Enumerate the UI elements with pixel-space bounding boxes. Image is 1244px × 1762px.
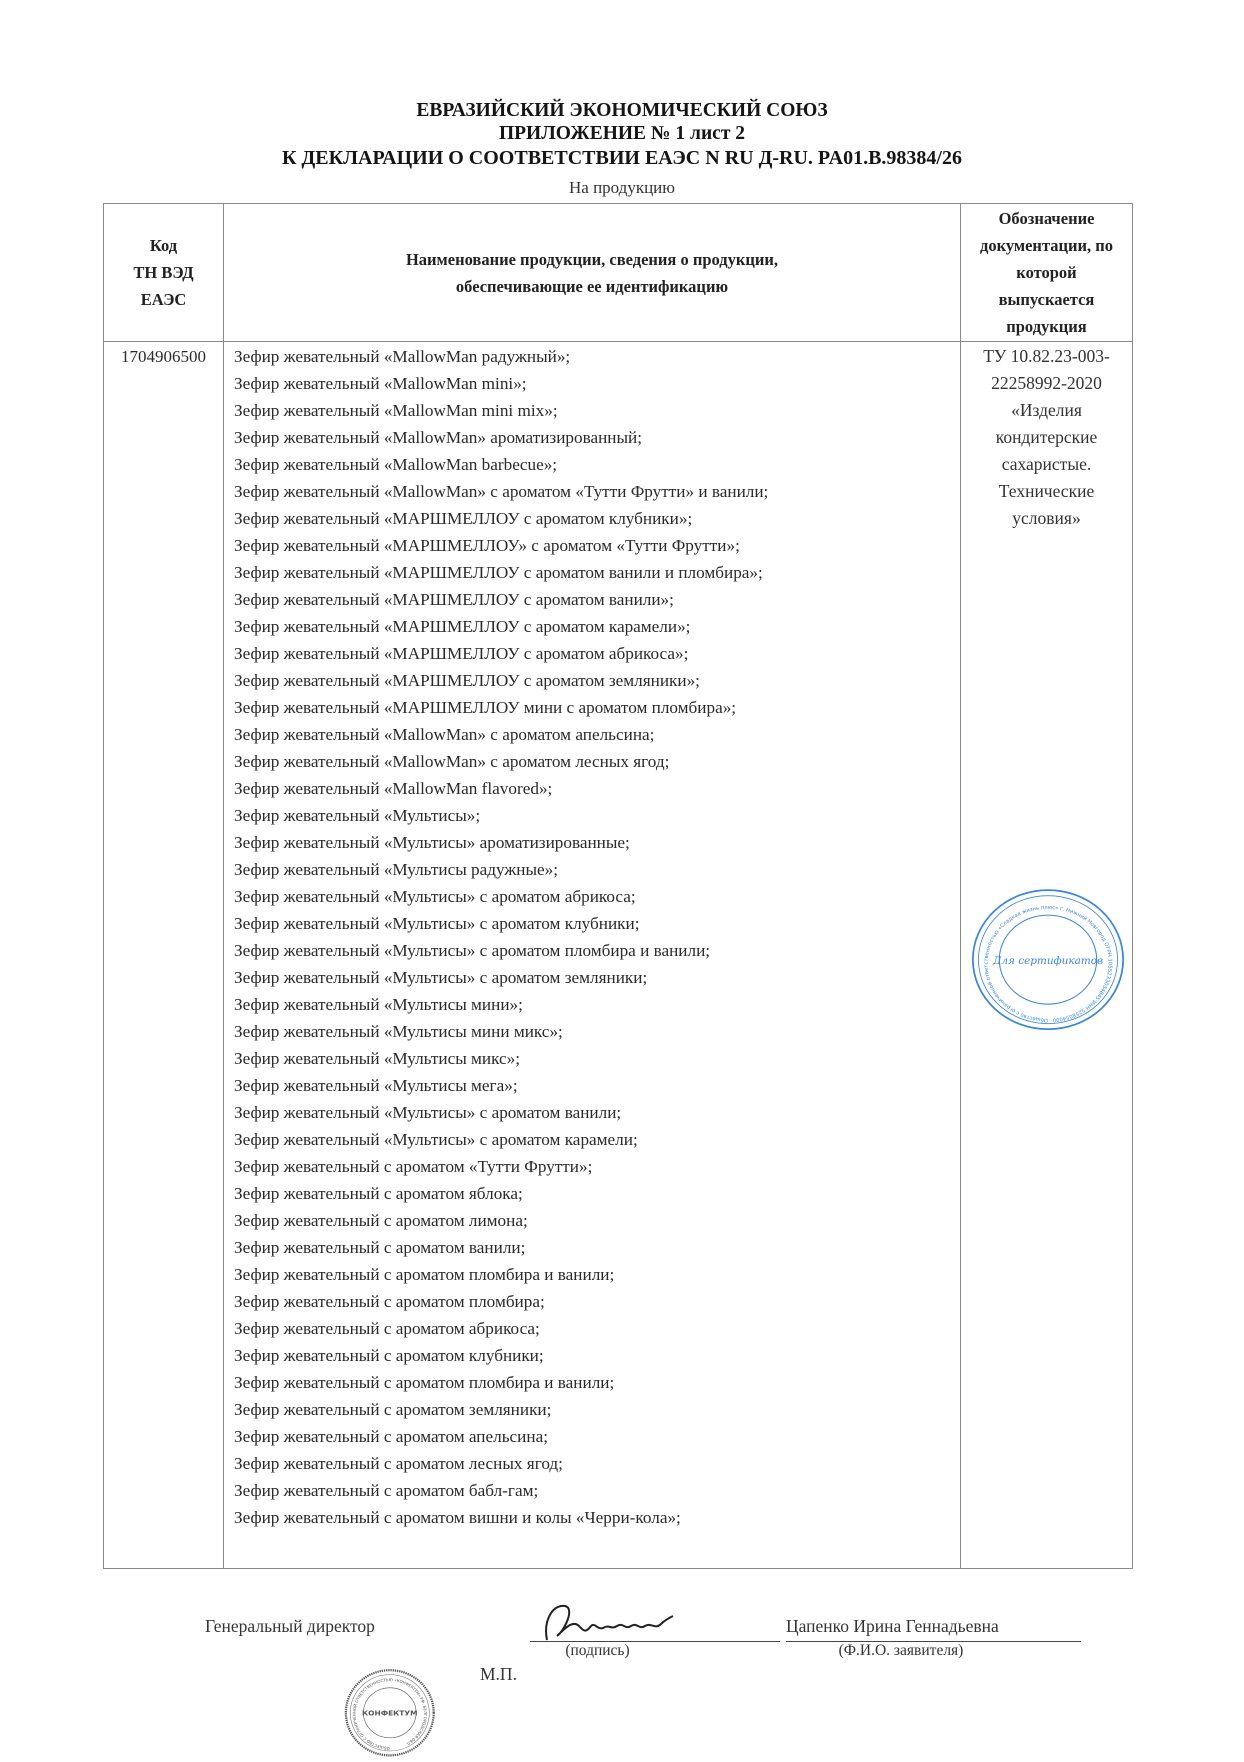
name-caption: (Ф.И.О. заявителя): [838, 1642, 964, 1659]
column-header-name: [224, 204, 961, 342]
product-item: Зефир жевательный «Мультисы» с ароматом клубники;: [234, 914, 640, 933]
column-header-name-text: Наименование продукции, сведения о продукции, обеспечивающие ее идентификацию: [405, 249, 779, 296]
company-stamp-right: [968, 880, 1128, 1040]
signer-role: Генеральный директор: [205, 1616, 375, 1636]
product-item: Зефир жевательный «МАРШМЕЛЛОУ» с ароматом «Тутти Фрутти»;: [234, 536, 740, 555]
code-cell: [104, 342, 224, 1569]
items-cell: [224, 342, 961, 1569]
column-header-documentation-text: Обозначение документации, по которой выпускается продукция: [979, 209, 1114, 336]
product-item: Зефир жевательный «Мультисы» с ароматом карамели;: [234, 1130, 638, 1149]
product-item: Зефир жевательный «МАРШМЕЛЛОУ с ароматом ванили и пломбира»;: [234, 563, 763, 582]
product-item: Зефир жевательный «MallowMan barbecue»;: [234, 455, 558, 474]
product-item: Зефир жевательный с ароматом ванили;: [234, 1238, 526, 1257]
product-item: Зефир жевательный с ароматом пломбира и ванили;: [234, 1265, 615, 1284]
product-item: Зефир жевательный «Мультисы» с ароматом абрикоса;: [234, 887, 636, 906]
column-header-code-text: Код ТН ВЭД ЕАЭС: [133, 236, 194, 309]
stamp-right-ring-text: Общество с ограниченной ответственностью «Сладкая жизнь плюс» г. Нижний Новгород ОГРН 1055233034845 ИНН 5258054000: [983, 904, 1113, 1023]
product-item: Зефир жевательный «МАРШМЕЛЛОУ с ароматом карамели»;: [234, 617, 691, 636]
stamp-left-center-text: КОНФЕКТУМ: [362, 1708, 418, 1718]
product-item: Зефир жевательный «MallowMan радужный»;: [234, 347, 571, 366]
product-item: Зефир жевательный с ароматом лимона;: [234, 1211, 528, 1230]
column-header-documentation: [961, 204, 1133, 342]
product-item: Зефир жевательный с ароматом пломбира;: [234, 1292, 545, 1311]
table-header-row: [104, 204, 1133, 342]
header-declaration-number: К ДЕКЛАРАЦИИ О СООТВЕТСТВИИ ЕАЭС N RU Д-RU. PA01.B.98384/26: [282, 147, 962, 169]
product-list: [234, 343, 954, 1531]
product-item: Зефир жевательный «MallowMan mini»;: [234, 374, 527, 393]
product-item: Зефир жевательный с ароматом абрикоса;: [234, 1319, 540, 1338]
product-item: Зефир жевательный «MallowMan» с ароматом «Тутти Фрутти» и ванили;: [234, 482, 769, 501]
product-item: Зефир жевательный «Мультисы» с ароматом ванили;: [234, 1103, 622, 1122]
product-item: Зефир жевательный «МАРШМЕЛЛОУ мини с ароматом пломбира»;: [234, 698, 737, 717]
product-item: Зефир жевательный «МАРШМЕЛЛОУ с ароматом ванили»;: [234, 590, 674, 609]
product-item: Зефир жевательный «МАРШМЕЛЛОУ с ароматом абрикоса»;: [234, 644, 689, 663]
tn-ved-code: 1704906500: [121, 347, 206, 366]
header-union: ЕВРАЗИЙСКИЙ ЭКОНОМИЧЕСКИЙ СОЮЗ: [416, 100, 828, 121]
signature-block: [0, 1605, 1244, 1685]
stamp-right-center-text: Для сертификатов: [992, 954, 1104, 967]
signer-name: Цапенко Ирина Геннадьевна: [786, 1616, 999, 1636]
product-item: Зефир жевательный «Мультисы мини микс»;: [234, 1022, 563, 1041]
product-item: Зефир жевательный «Мультисы»;: [234, 806, 481, 825]
product-item: Зефир жевательный «Мультисы радужные»;: [234, 860, 559, 879]
product-item: Зефир жевательный «МАРШМЕЛЛОУ с ароматом клубники»;: [234, 509, 693, 528]
product-item: Зефир жевательный с ароматом апельсина;: [234, 1427, 548, 1446]
product-item: Зефир жевательный «MallowMan» с ароматом апельсина;: [234, 725, 655, 744]
stamp-left-ring-text: ОБЩЕСТВО С ОГРАНИЧЕННОЙ ОТВЕТСТВЕННОСТЬЮ «КОНФЕКТУМ» РФ, БЕЛГОРОДСКАЯ ОБЛ.: [351, 1677, 429, 1752]
product-item: Зефир жевательный с ароматом лесных ягод;: [234, 1454, 563, 1473]
product-item: Зефир жевательный «Мультисы микс»;: [234, 1049, 521, 1068]
header-subtitle: На продукцию: [569, 178, 675, 197]
product-item: Зефир жевательный с ароматом земляники;: [234, 1400, 552, 1419]
product-item: Зефир жевательный с ароматом бабл-гам;: [234, 1481, 539, 1500]
product-item: Зефир жевательный с ароматом «Тутти Фрутти»;: [234, 1157, 593, 1176]
documentation-text: ТУ 10.82.23-003-22258992-2020 «Изделия кондитерские сахаристые. Технические условия»: [983, 346, 1110, 528]
product-item: Зефир жевательный «MallowMan mini mix»;: [234, 401, 558, 420]
product-item: Зефир жевательный «Мультисы мега»;: [234, 1076, 518, 1095]
product-item: Зефир жевательный «MallowMan» ароматизированный;: [234, 428, 643, 447]
product-item: Зефир жевательный с ароматом яблока;: [234, 1184, 523, 1203]
product-item: Зефир жевательный «Мультисы» ароматизированные;: [234, 833, 630, 852]
seal-place-label: М.П.: [480, 1664, 517, 1684]
product-item: Зефир жевательный с ароматом вишни и колы «Черри-кола»;: [234, 1508, 681, 1527]
product-item: Зефир жевательный «MallowMan» с ароматом лесных ягод;: [234, 752, 670, 771]
product-item: Зефир жевательный «Мультисы» с ароматом пломбира и ванили;: [234, 941, 711, 960]
product-item: Зефир жевательный «МАРШМЕЛЛОУ с ароматом земляники»;: [234, 671, 700, 690]
product-item: Зефир жевательный «Мультисы мини»;: [234, 995, 523, 1014]
product-item: Зефир жевательный с ароматом клубники;: [234, 1346, 544, 1365]
product-item: Зефир жевательный «Мультисы» с ароматом земляники;: [234, 968, 648, 987]
product-item: Зефир жевательный «MallowMan flavored»;: [234, 779, 553, 798]
product-item: Зефир жевательный с ароматом пломбира и ванили;: [234, 1373, 615, 1392]
signature-caption: (подпись): [565, 1642, 630, 1659]
header-appendix: ПРИЛОЖЕНИЕ № 1 лист 2: [498, 123, 746, 144]
column-header-code: [104, 204, 224, 342]
